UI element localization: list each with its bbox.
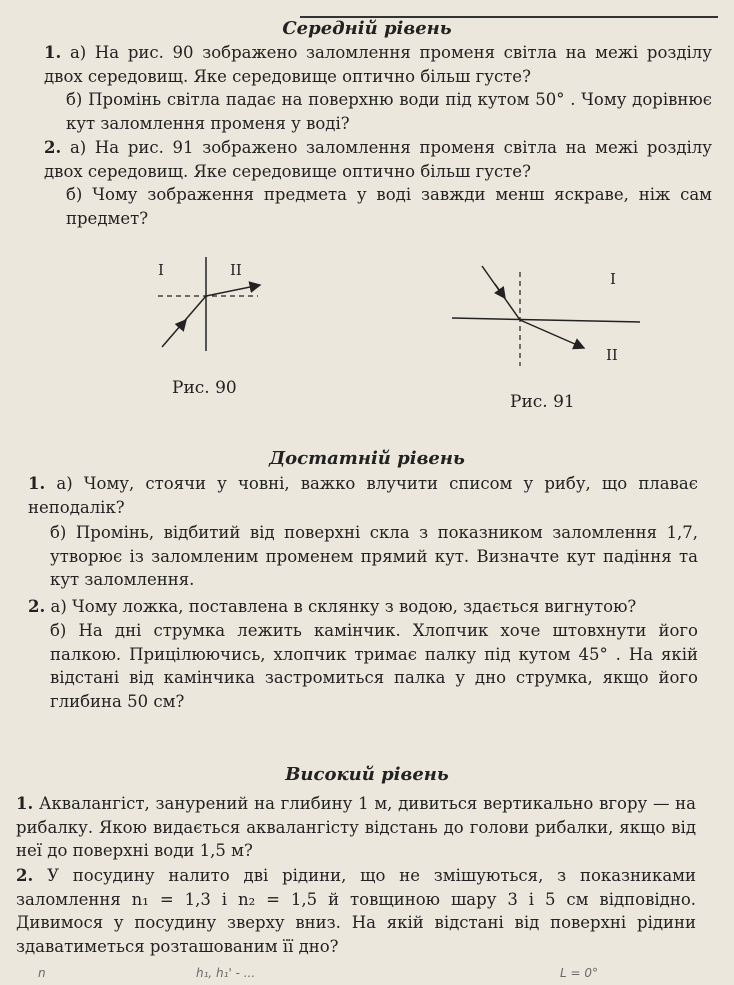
section-heading-middle: Середній рівень: [282, 18, 452, 39]
question-middle-2b: б) Чому зображення предмета у воді завжди менш яскраве, ніж сам предмет?: [66, 185, 712, 228]
medium-label-II: II: [230, 261, 242, 279]
question-number: 2.: [28, 597, 46, 616]
question-text: а) Чому, стоячи у човні, важко влучити списом у рибу, що плаває неподалік?: [28, 474, 698, 517]
question-text: а) На рис. 90 зображено заломлення променя світла на межі розділу двох середовищ. Яке середовище оптично більш густе?: [44, 43, 713, 86]
handwritten-note: h₁, h₁' - ...: [196, 966, 256, 980]
question-text: У посудину налито дві рідини, що не змішуються, з показниками заломлення n₁ = 1,3 і n₂ = 1,5 й товщиною шару 3 і 5 см відповідно. Дивимося у посудину зверху вниз. На якій відстані від поверхні рідини здаватиметься розташованим її дно?: [16, 866, 697, 956]
question-sufficient-1a: [28, 472, 698, 519]
section-heading-sufficient: Достатній рівень: [269, 448, 465, 469]
question-sufficient-1b: б) Промінь, відбитий від поверхні скла з показником заломлення 1,7, утворює із заломленим променем прямий кут. Визначте кут падіння та кут заломлення.: [50, 523, 698, 589]
figure-91-diagram: [450, 260, 650, 370]
refracted-ray: [520, 320, 584, 348]
question-text: а) На рис. 91 зображено заломлення променя світла на межі розділу двох середовищ. Яке середовище оптично більш густе?: [44, 138, 713, 181]
question-sufficient-2a: [28, 595, 698, 619]
question-text: а) Чому ложка, поставлена в склянку з водою, здається вигнутою?: [50, 597, 637, 616]
question-number: 2.: [16, 866, 34, 885]
incident-arrow: [495, 284, 505, 298]
question-text: Аквалангіст, занурений на глибину 1 м, дивиться вертикально вгору — на рибалку. Якою видається аквалангісту відстань до голови рибалки, якщо від неї до поверхні води 1,5 м?: [16, 794, 697, 860]
question-number: 1.: [16, 794, 34, 813]
figure-90-caption: Рис. 90: [172, 378, 237, 398]
question-number: 1.: [28, 474, 46, 493]
question-middle-1a: [44, 41, 712, 88]
medium-label-I: I: [610, 270, 616, 288]
interface-line: [452, 318, 640, 322]
medium-label-II: II: [606, 346, 618, 364]
incident-arrow: [180, 320, 186, 327]
figure-90-diagram: [150, 255, 270, 355]
question-high-2: [16, 864, 696, 958]
medium-label-I: I: [158, 261, 164, 279]
question-number: 1.: [44, 43, 62, 62]
question-number: 2.: [44, 138, 62, 157]
question-middle-1b: б) Промінь світла падає на поверхню води під кутом 50° . Чому дорівнює кут заломлення променя у воді?: [66, 90, 712, 133]
question-middle-2a: [44, 136, 712, 183]
handwritten-note: n: [38, 966, 46, 980]
section-heading-high: Високий рівень: [285, 764, 449, 785]
refracted-ray: [206, 285, 260, 296]
question-high-1: [16, 792, 696, 863]
question-sufficient-2b: б) На дні струмка лежить камінчик. Хлопчик хоче штовхнути його палкою. Прицілюючись, хлопчик тримає палку під кутом 45° . На якій відстані від камінчика застромиться палка у дно струмка, якщо його глибина 50 см?: [50, 621, 698, 711]
handwritten-note: L = 0°: [560, 966, 599, 980]
figure-91-caption: Рис. 91: [510, 392, 575, 412]
